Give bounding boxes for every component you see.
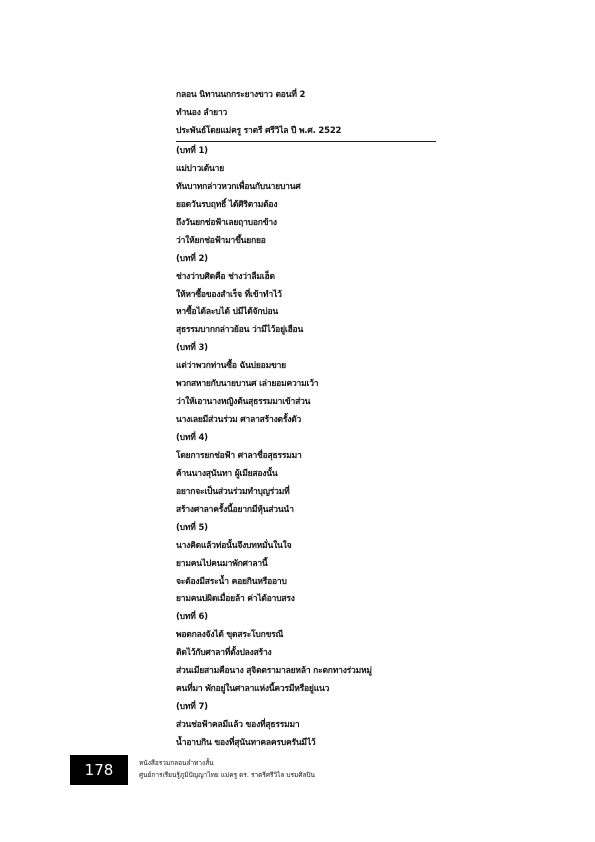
verse-line: ช่างว่าบศิดคือ ช่างว่าลืมเฮ็ด	[176, 271, 275, 282]
verse-line: นางเลยมีส่วนร่วม ศาลาสร้างตรั้งตัว	[176, 415, 302, 426]
verse-line: ยามคนไปคนมาพักศาลานี้	[176, 558, 268, 569]
verse-line: ให้หาซื้อของสำเร็จ ที่เข้าทำไว้	[176, 289, 282, 300]
stanza-heading: (บทที่ 1)	[176, 146, 208, 156]
page-number: 178	[84, 761, 114, 779]
verse-line: น้ำอาบกิน ของที่สุนันทาคลครบครันมีไว้	[176, 737, 316, 748]
verse-line: สร้างศาลาครั้งนี้อยากมีหุ้นส่วนนำ	[176, 504, 294, 515]
melody-name: ทำนอง ลำยาว	[176, 108, 228, 118]
footer	[139, 757, 315, 781]
verse-line: ว่าให้เอานางหญิงต้นสุธรรมมาเข้าส่วน	[176, 397, 311, 408]
verse-line: ค้านนางสุนันทา ผู้เมียสองนั้น	[176, 468, 278, 479]
verse-line: หาซื้อได้ละบได้ บ่มีได้จักบ่อน	[176, 307, 279, 318]
verse-line: ยามคนบ่ผิดเมื่อยล้า ค่าได้อาบสรง	[176, 594, 295, 605]
verse-line: พอตกลงจังได้ ขุดสระโบกขรณี	[176, 630, 284, 641]
verse-line: แม่บ่าวเด้นาย	[176, 163, 225, 174]
verse-line: พวกสหายกับนายบานศ เล่ายอมความเว้า	[176, 379, 319, 390]
stanza-heading: (บทที่ 7)	[176, 702, 208, 713]
stanza-heading: (บทที่ 2)	[176, 253, 208, 264]
stanza-heading: (บทที่ 6)	[176, 612, 208, 623]
verse-line: ยอดวันรบฤทธิ์ ได้ศิริตามต้อง	[176, 199, 278, 210]
verse-line: โดยการยกช่อฟ้า ศาลาชื่อสุธรรมมา	[176, 450, 302, 461]
verse-line: คนที่มา พักอยู่ในศาลาแห่งนี้ควรมีหรือยู่แนว	[176, 684, 330, 695]
stanza-heading: (บทที่ 3)	[176, 343, 208, 354]
poem-title: กลอน นิทานนกกระยางขาว ตอนที่ 2	[176, 90, 306, 100]
stanza-heading: (บทที่ 5)	[176, 522, 208, 533]
composer-credit: ประพันธ์โดยแม่ครู ราตรี ศรีวิไล ปี พ.ศ. 2522	[176, 122, 436, 142]
stanza-heading: (บทที่ 4)	[176, 433, 208, 443]
verse-lines	[176, 142, 436, 752]
verse-line: นางคิดแล้วท่อนั้นจึงบทหมั่นในใจ	[176, 540, 292, 551]
book-title: หนังสือรวมกลอนลำทางสั้น	[139, 759, 214, 767]
verse-line: ถึงวันยกช่อฟ้าเลยฤาบอกข้าง	[176, 217, 277, 228]
verse-line: อยากจะเป็นส่วนร่วมทำบุญร่วมที่	[176, 486, 290, 497]
verse-line: ส่วนเมียสามคือนาง สุจิตตรามาลยหล้า กะตกทางร่วมหมู่	[176, 666, 372, 677]
verse-line: ทันบาทกล่าวหวกเพื่อนกับนายบานศ	[176, 181, 301, 192]
verse-line: ว่าให้ยกช่อฟ้ามาขึ้นยกยอ	[176, 235, 266, 246]
verse-line: ติดไว้กับศาลาที่ตั้งปลงสร้าง	[176, 648, 272, 659]
verse-line: แต่ว่าพวกท่านซื้อ ฉันบ่ยอมขาย	[176, 361, 286, 372]
poem-content	[176, 86, 436, 752]
verse-line: จะต้องมีสระน้ำ คอยกินหรืออาบ	[176, 576, 287, 587]
page-number-box	[70, 755, 128, 785]
center-line: ศูนย์การเรียนรู้ภูมิปัญญาไทย แม่ครู ดร. ราตรีศรีวิไล บรมศิลปิน	[139, 771, 316, 779]
verse-line: สุธรรมบากกล่าวย้อน ว่ามีไว้อยู่เฮือน	[176, 325, 304, 336]
verse-line: ส่วนช่อฟ้าคลมีแล้ว ของที่สุธรรมมา	[176, 720, 300, 730]
